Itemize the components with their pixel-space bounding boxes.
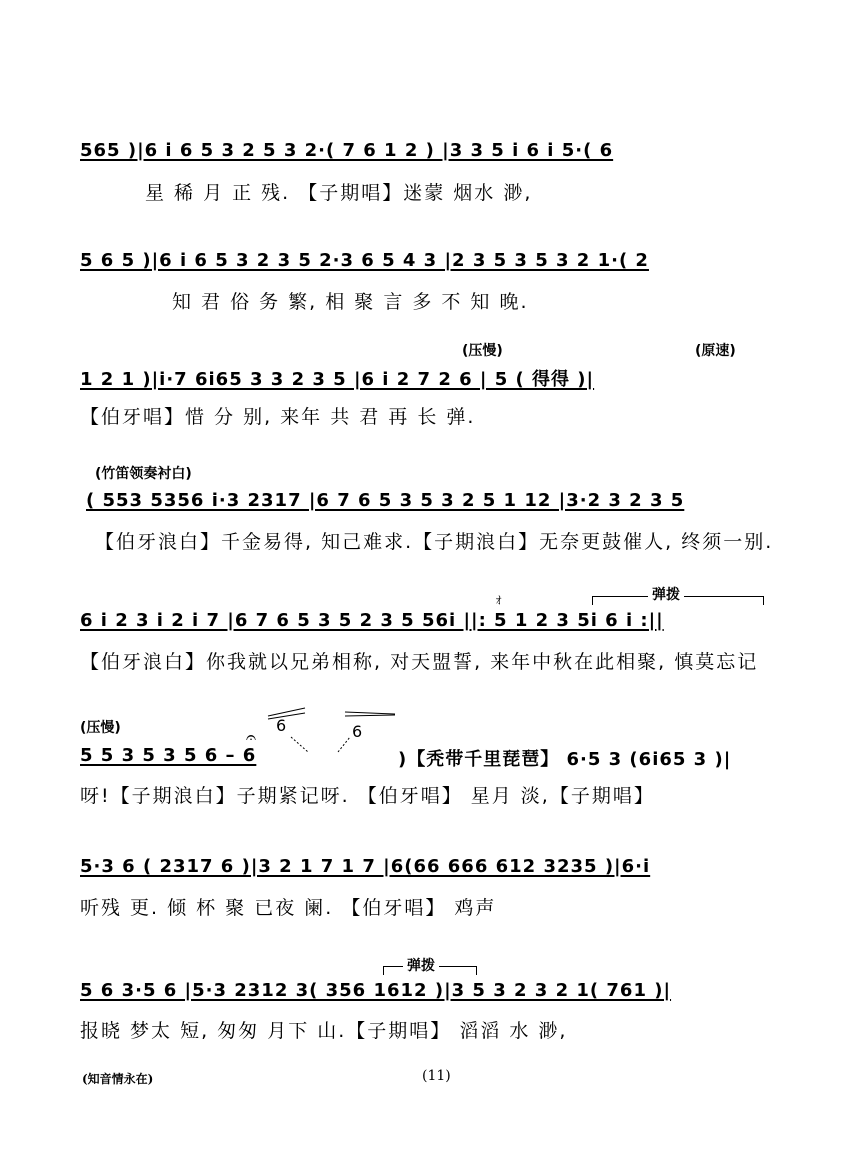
tanbo-label-1: 弹拨 (648, 584, 684, 604)
system-6-notes-right: )【秃带千里琵琶】 6·5 3 (6i65 3 )| (398, 749, 732, 770)
system-8-notes: 5 6 3·5 6 |5·3 2312 3( 356 1612 )|3 5 3 2 3 2 1( 761 )| (80, 980, 672, 1001)
system-6-lyrics: 呀!【子期浪白】子期紧记呀. 【伯牙唱】 星月 淡,【子期唱】 (80, 785, 655, 807)
tempo-mark-yaman: (压慢) (462, 343, 503, 359)
system-2-notes: 5 6 5 )|6 i 6 5 3 2 3 5 2·3 6 5 4 3 |2 3 5 3 5 3 2 1·( 2 (80, 250, 649, 271)
system-1-lyrics: 星 稀 月 正 残. 【子期唱】迷蒙 烟水 渺, (145, 182, 533, 204)
system-4-lyrics: 【伯牙浪白】千金易得, 知己难求.【子期浪白】无奈更鼓催人, 终须一别. (95, 531, 774, 553)
grace-note-6b: 6 (352, 722, 363, 741)
system-7-lyrics: 听残 更. 倾 杯 聚 已夜 阑. 【伯牙唱】 鸡声 (80, 897, 497, 919)
ornament-mark: ｵ (496, 594, 502, 607)
system-4-notes: ( 553 5356 i·3 2317 |6 7 6 5 3 5 3 2 5 1 12 |3·2 3 2 3 5 (86, 490, 685, 511)
system-7-notes: 5·3 6 ( 2317 6 )|3 2 1 7 1 7 |6(66 666 612 3235 )|6·i (80, 856, 651, 877)
grace-note-6a: 6 (276, 716, 287, 735)
system-6-notes: 5 5 3 5 3 5 6 – 6 (80, 745, 257, 766)
system-8-lyrics: 报晓 梦太 短, 匆匆 月下 山.【子期唱】 滔滔 水 渺, (80, 1020, 568, 1042)
system-3-notes: 1 2 1 )|i·7 6i65 3 3 2 3 5 |6 i 2 7 2 6 | 5 ( 得得 )| (80, 369, 595, 390)
system-2-lyrics: 知 君 俗 务 繁, 相 聚 言 多 不 知 晚. (172, 291, 529, 313)
system-1-notes: 565 )|6 i 6 5 3 2 5 3 2·( 7 6 1 2 ) |3 3 5 i 6 i 5·( 6 (80, 140, 614, 161)
tanbo-label-2: 弹拨 (403, 955, 439, 975)
tempo-mark-yuansu: (原速) (695, 343, 736, 359)
instrument-mark-zhudi: (竹笛领奏衬白) (95, 466, 192, 482)
system-3-lyrics: 【伯牙唱】惜 分 别, 来年 共 君 再 长 弹. (80, 406, 476, 428)
system-5-notes: 6 i 2 3 i 2 i 7 |6 7 6 5 3 5 2 3 5 56i ||: 5 1 2 3 5i 6 i :|| (80, 610, 664, 631)
page-number: (11) (422, 1068, 451, 1084)
fermata-icon: 𝄐 (246, 727, 257, 748)
system-5-lyrics: 【伯牙浪白】你我就以兄弟相称, 对天盟誓, 来年中秋在此相聚, 慎莫忘记 (80, 651, 759, 673)
footer-title: (知音情永在) (82, 1072, 154, 1086)
tempo-mark-yaman-2: (压慢) (80, 720, 121, 736)
